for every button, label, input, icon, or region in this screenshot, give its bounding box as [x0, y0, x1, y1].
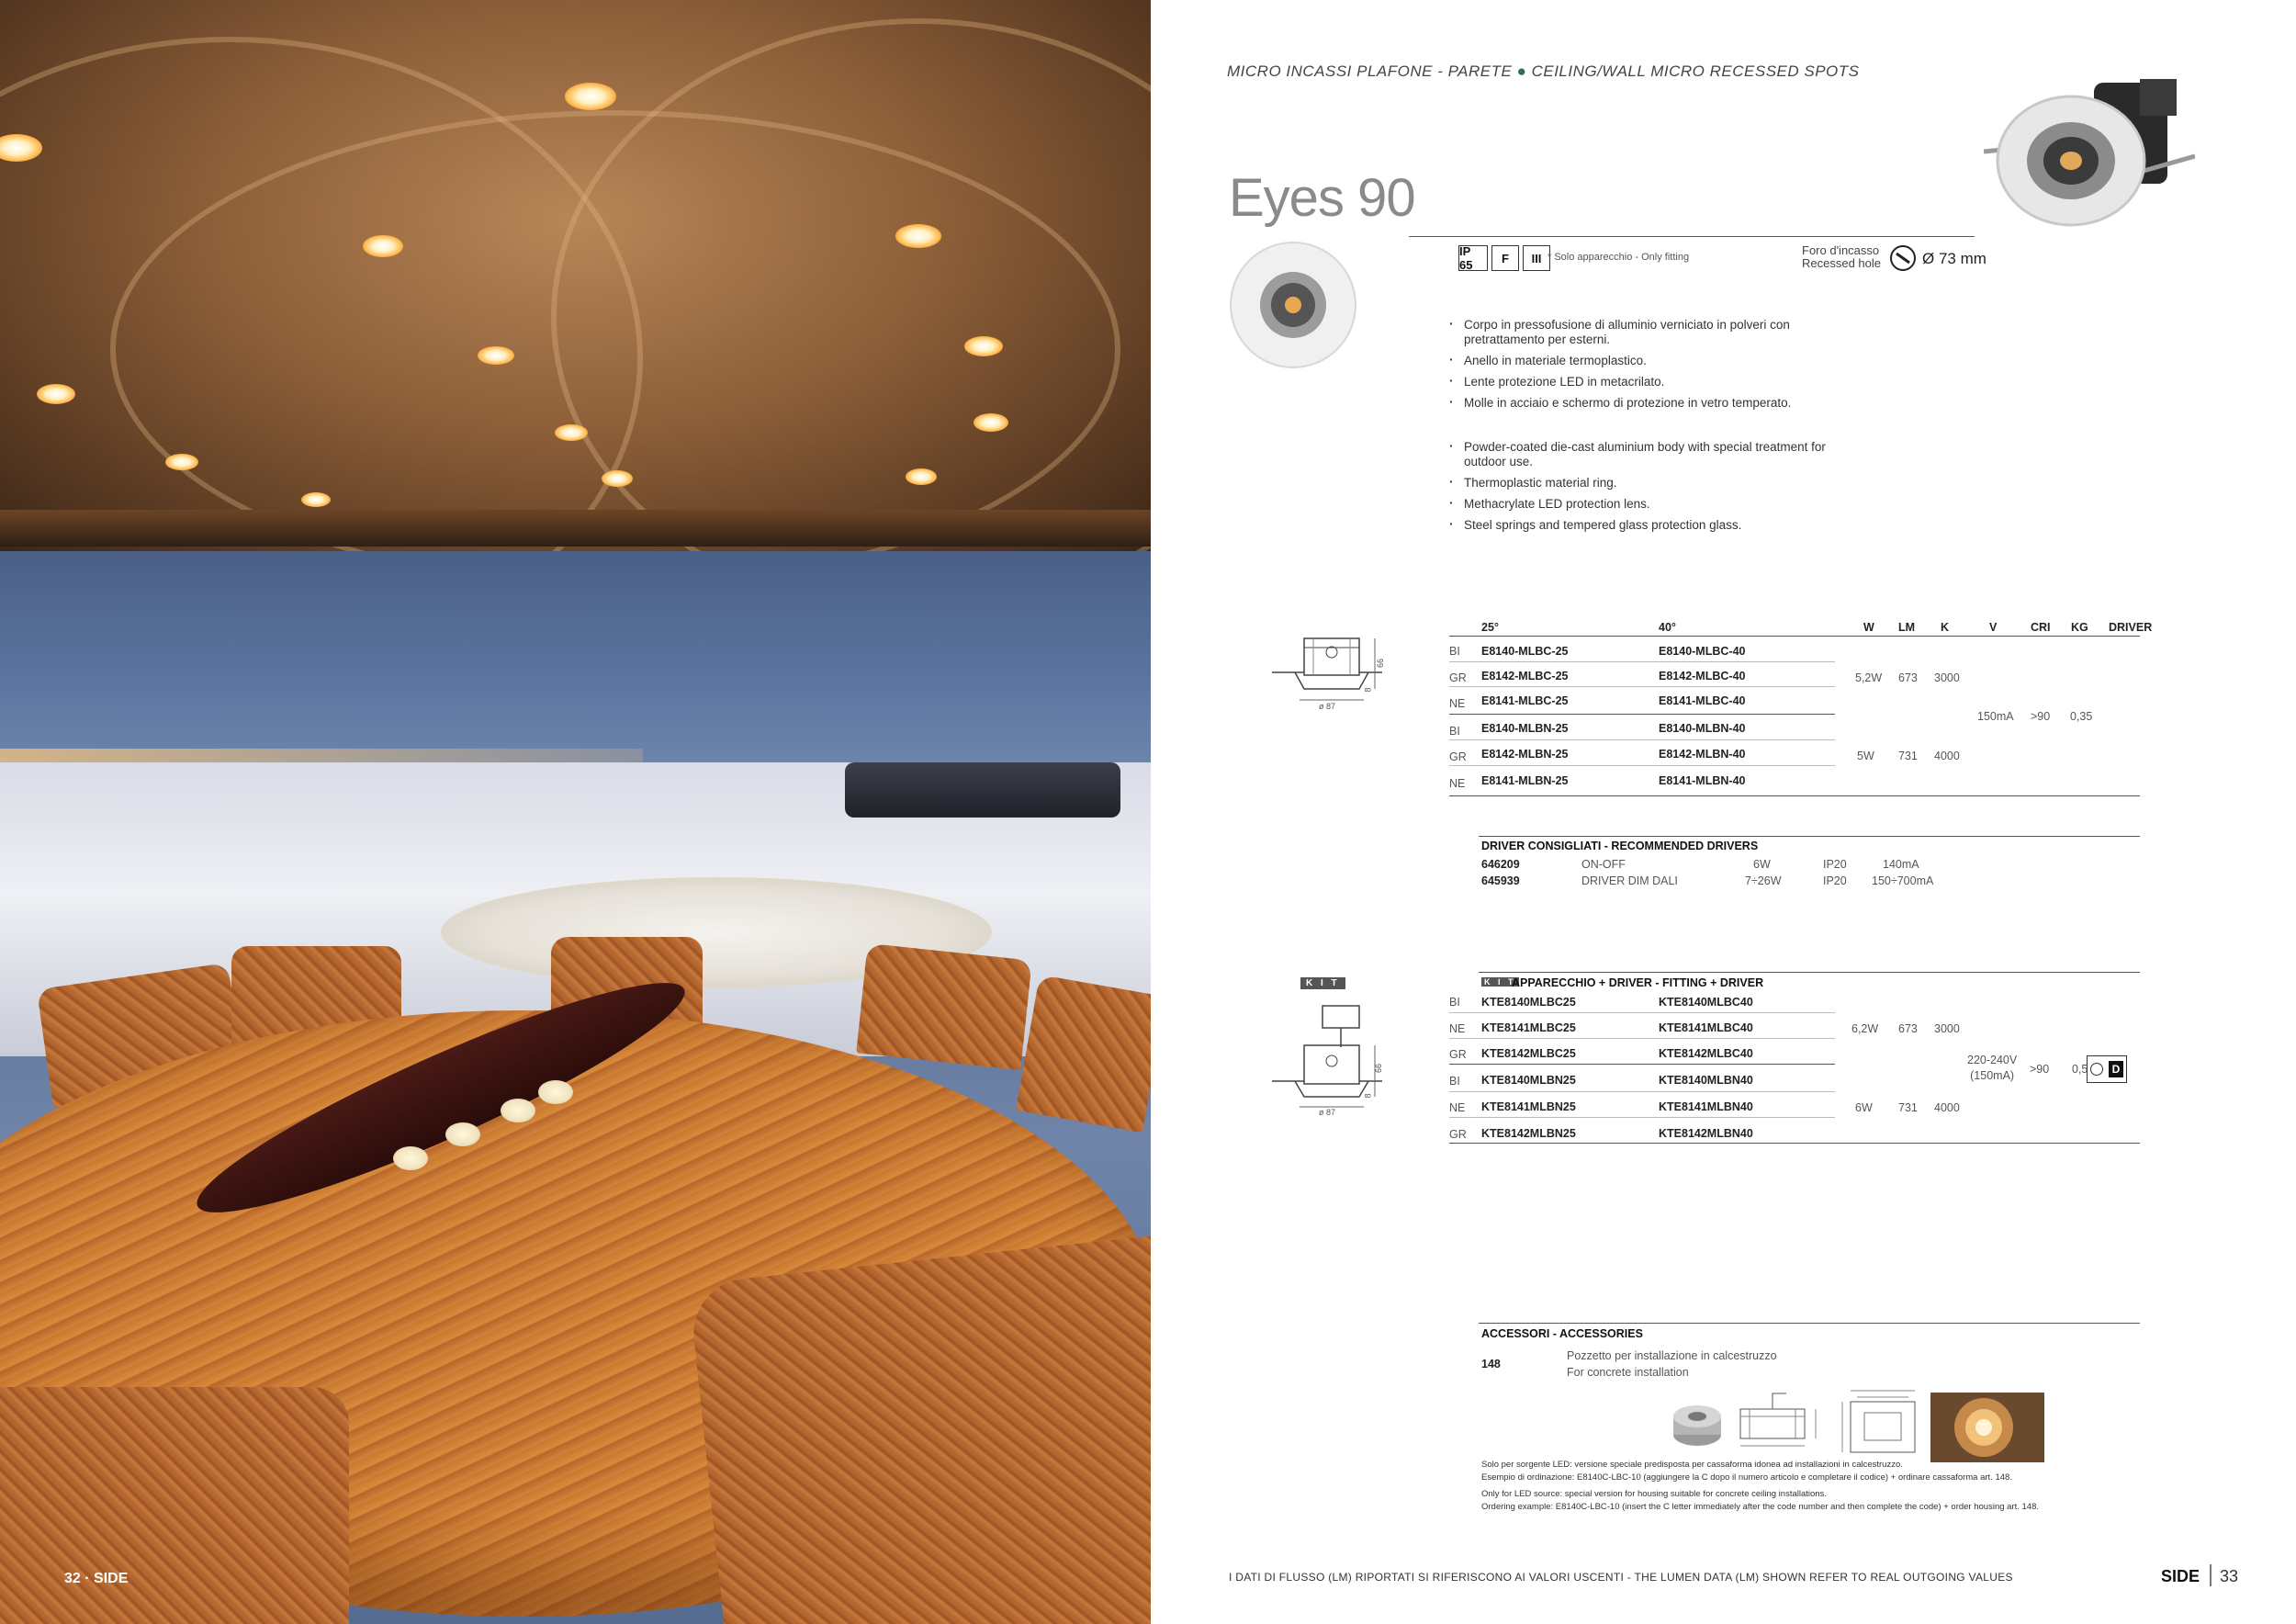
kit-code: KTE8140MLBN40: [1659, 1074, 1753, 1087]
dimension-label: 8: [1363, 1093, 1373, 1099]
feature-item: · Lente protezione LED in metacrilato.: [1449, 375, 1835, 389]
kit-technical-drawing: [1272, 1001, 1391, 1121]
product-title: Eyes 90: [1229, 168, 1415, 228]
feature-item: · Molle in acciaio e schermo di protezione in vetro temperato.: [1449, 396, 1835, 411]
driver-code: 646209: [1481, 858, 1520, 871]
accessory-note: Solo per sorgente LED: versione speciale predisposta per cassaforma idonea ad installazioni in calcestruzzo.: [1481, 1460, 1903, 1470]
power-value: 5,2W: [1855, 671, 1883, 684]
product-code: E8140-MLBN-40: [1659, 722, 1746, 735]
kit-code: KTE8142MLBN25: [1481, 1127, 1576, 1140]
col-header-v: V: [1989, 621, 1998, 634]
driver-watt: 6W: [1753, 858, 1771, 871]
candle: [445, 1122, 480, 1146]
concrete-install-photo: [1930, 1393, 2044, 1462]
ceiling-spotlight: [555, 424, 588, 441]
kit-code: KTE8142MLBC40: [1659, 1047, 1753, 1060]
row-rule: [1449, 661, 1835, 662]
ceiling-edge: [0, 510, 1151, 547]
recessed-hole-label: Foro d'incasso Recessed hole: [1802, 243, 1881, 270]
feature-item: · Corpo in pressofusione di alluminio verniciato in polveri con pretrattamento per esterni.: [1449, 318, 1835, 347]
lumen-value: 731: [1898, 750, 1918, 762]
ceiling-spotlight: [37, 384, 75, 404]
wicker-chair: [688, 1235, 1151, 1624]
drivers-title: DRIVER CONSIGLIATI - RECOMMENDED DRIVERS: [1481, 840, 1759, 852]
dimension-label: 66: [1376, 658, 1386, 669]
color-code: GR: [1449, 750, 1467, 763]
ceiling-spotlight: [478, 346, 514, 365]
power-value: 6,2W: [1851, 1022, 1879, 1035]
driver-watt: 7÷26W: [1745, 874, 1782, 887]
color-code: GR: [1449, 1048, 1467, 1061]
candle: [393, 1146, 428, 1170]
col-header-w: W: [1863, 621, 1874, 634]
lumen-value: 673: [1898, 1022, 1918, 1035]
feature-item: · Steel springs and tempered glass protection glass.: [1449, 518, 1835, 533]
table-rule: [1479, 972, 2140, 973]
footer-divider: [2210, 1564, 2212, 1586]
product-code: E8141-MLBC-40: [1659, 694, 1746, 707]
left-page-number: 32 · SIDE: [64, 1571, 129, 1586]
dimension-label: 8: [1363, 687, 1373, 693]
kit-badge: K I T: [1481, 977, 1519, 987]
col-header-40: 40°: [1659, 621, 1676, 634]
ceiling-spotlight: [906, 468, 937, 485]
product-front-photo: [1229, 241, 1357, 369]
accessory-note: Esempio di ordinazione: E8140C-LBC-10 (aggiungere la C dopo il numero articolo e completare il codice) + ordinare cassaforma art. 148.: [1481, 1472, 2012, 1483]
driver-current: 140mA: [1883, 858, 1919, 871]
kit-code: KTE8142MLBC25: [1481, 1047, 1576, 1060]
kelvin-value: 3000: [1934, 1022, 1960, 1035]
cert-note: * Solo apparecchio - Only fitting: [1548, 252, 1690, 263]
kelvin-value: 4000: [1934, 1101, 1960, 1114]
kit-code: KTE8142MLBN40: [1659, 1127, 1753, 1140]
current-value: 150mA: [1977, 710, 2014, 723]
recessed-hole-value: Ø 73 mm: [1922, 250, 1986, 267]
power-value: 5W: [1857, 750, 1874, 762]
ceiling-spotlight: [301, 492, 331, 507]
weight-value: 0,5: [2072, 1063, 2088, 1076]
ceiling-spotlight: [565, 83, 616, 110]
driver-d-icon: D: [2109, 1061, 2123, 1077]
accessories-title: ACCESSORI - ACCESSORIES: [1481, 1327, 1643, 1340]
color-code: BI: [1449, 1075, 1460, 1088]
helm-console: [845, 762, 1120, 818]
page-number: 33: [2220, 1567, 2239, 1585]
color-code: BI: [1449, 996, 1460, 1009]
accessory-desc-en: For concrete installation: [1567, 1366, 1689, 1379]
feature-item: · Methacrylate LED protection lens.: [1449, 497, 1835, 512]
candle: [501, 1099, 535, 1122]
table-rule: [1479, 836, 2140, 837]
row-rule: [1449, 686, 1835, 687]
kit-title: APPARECCHIO + DRIVER - FITTING + DRIVER: [1512, 976, 1764, 989]
group-rule: [1449, 1064, 1835, 1065]
lumen-value: 731: [1898, 1101, 1918, 1114]
title-rule: [1409, 236, 1975, 237]
color-code: GR: [1449, 671, 1467, 684]
housing-photo: [1670, 1398, 1725, 1449]
kelvin-value: 3000: [1934, 671, 1960, 684]
recessed-hole-icon: [1889, 244, 1917, 272]
product-code: E8140-MLBC-25: [1481, 645, 1569, 658]
driver-ip: IP20: [1823, 874, 1847, 887]
accessory-note: Only for LED source: special version for housing suitable for concrete ceiling installations.: [1481, 1489, 1827, 1499]
category-header: MICRO INCASSI PLAFONE - PARETE ● CEILING/WALL MICRO RECESSED SPOTS: [1227, 62, 1860, 80]
f-mark-icon: F: [1491, 245, 1519, 271]
wicker-chair: [1016, 975, 1151, 1133]
col-header-k: K: [1941, 621, 1950, 634]
col-header-kg: KG: [2071, 621, 2088, 634]
table-rule: [1449, 1143, 2140, 1144]
class-iii-icon: III: [1523, 245, 1550, 271]
kit-code: KTE8141MLBN25: [1481, 1100, 1576, 1113]
dimension-label: ø 87: [1319, 702, 1336, 711]
driver-included-icon: [2087, 1055, 2127, 1083]
ceiling-spotlight: [165, 454, 198, 470]
ceiling-spotlight: [363, 235, 403, 257]
driver-desc: ON-OFF: [1581, 858, 1626, 871]
ceiling-spotlight: [895, 224, 941, 248]
row-rule: [1449, 765, 1835, 766]
kit-code: KTE8140MLBC40: [1659, 996, 1753, 1009]
dimension-label: 66: [1374, 1063, 1384, 1074]
col-header-driver: DRIVER: [2109, 621, 2153, 634]
row-rule: [1449, 739, 1835, 740]
col-header-25: 25°: [1481, 621, 1499, 634]
color-code: BI: [1449, 645, 1460, 658]
kit-code: KTE8141MLBC25: [1481, 1021, 1576, 1034]
voltage-value: 220-240V (150mA): [1967, 1054, 2018, 1082]
footer-brand: SIDE: [2161, 1567, 2200, 1585]
feature-item: · Powder-coated die-cast aluminium body with special treatment for outdoor use.: [1449, 440, 1835, 469]
product-code: E8141-MLBC-25: [1481, 694, 1569, 707]
product-angle-photo: [1984, 73, 2195, 239]
table-rule: [1479, 1323, 2140, 1324]
product-code: E8142-MLBN-25: [1481, 748, 1569, 761]
product-code: E8142-MLBN-40: [1659, 748, 1746, 761]
product-code: E8141-MLBN-40: [1659, 774, 1746, 787]
col-header-cri: CRI: [2031, 621, 2051, 634]
col-header-lm: LM: [1898, 621, 1916, 634]
feature-item: · Thermoplastic material ring.: [1449, 476, 1835, 491]
product-code: E8140-MLBC-40: [1659, 645, 1746, 658]
accessory-code: 148: [1481, 1358, 1501, 1370]
color-code: NE: [1449, 1101, 1466, 1114]
product-code: E8140-MLBN-25: [1481, 722, 1569, 735]
driver-desc: DRIVER DIM DALI: [1581, 874, 1678, 887]
driver-ip: IP20: [1823, 858, 1847, 871]
table-rule: [1449, 795, 2140, 796]
group-rule: [1449, 714, 1835, 715]
accessory-note: Ordering example: E8140C-LBC-10 (insert the C letter immediately after the code number and then complete the code) + order housing art. 148.: [1481, 1502, 2040, 1512]
ceiling-spotlight: [602, 470, 633, 487]
color-code: GR: [1449, 1128, 1467, 1141]
driver-current: 150÷700mA: [1872, 874, 1934, 887]
wicker-chair: [0, 1387, 349, 1624]
features-english: [1449, 440, 1835, 539]
product-code: E8142-MLBC-25: [1481, 670, 1569, 682]
power-value: 6W: [1855, 1101, 1873, 1114]
housing-dimension-drawing: [1837, 1385, 1919, 1459]
row-rule: [1449, 1038, 1835, 1039]
table-rule: [1449, 636, 2140, 637]
row-rule: [1449, 1012, 1835, 1013]
housing-section-drawing: [1731, 1389, 1832, 1458]
row-rule: [1449, 1117, 1835, 1118]
driver-code: 645939: [1481, 874, 1520, 887]
ceiling-spotlight: [964, 336, 1003, 356]
dimension-label: ø 87: [1319, 1108, 1336, 1117]
driver-circle-icon: [2090, 1063, 2103, 1076]
color-code: NE: [1449, 1022, 1466, 1035]
ip65-icon: IP 65: [1458, 245, 1488, 271]
candle: [538, 1080, 573, 1104]
features-italian: [1449, 318, 1835, 417]
kit-code: KTE8140MLBN25: [1481, 1074, 1576, 1087]
ceiling-spotlight: [974, 413, 1008, 432]
color-code: BI: [1449, 725, 1460, 738]
feature-item: · Anello in materiale termoplastico.: [1449, 354, 1835, 368]
row-rule: [1449, 1091, 1835, 1092]
lumen-value: 673: [1898, 671, 1918, 684]
kit-code: KTE8141MLBC40: [1659, 1021, 1753, 1034]
product-code: E8141-MLBN-25: [1481, 774, 1569, 787]
kelvin-value: 4000: [1934, 750, 1960, 762]
kit-code: KTE8141MLBN40: [1659, 1100, 1753, 1113]
lumen-disclaimer: I DATI DI FLUSSO (LM) RIPORTATI SI RIFERISCONO AI VALORI USCENTI - THE LUMEN DATA (LM) SHOWN REFER TO REAL OUTGOING VALUES: [1229, 1571, 2013, 1584]
product-code: E8142-MLBC-40: [1659, 670, 1746, 682]
kit-badge: K I T: [1300, 977, 1345, 989]
color-code: NE: [1449, 697, 1466, 710]
kit-code: KTE8140MLBC25: [1481, 996, 1576, 1009]
cri-value: >90: [2030, 1063, 2050, 1076]
wicker-chair: [856, 943, 1032, 1070]
weight-value: 0,35: [2070, 710, 2093, 723]
cri-value: >90: [2031, 710, 2051, 723]
accessory-desc-it: Pozzetto per installazione in calcestruzzo: [1567, 1349, 1777, 1362]
color-code: NE: [1449, 777, 1466, 790]
